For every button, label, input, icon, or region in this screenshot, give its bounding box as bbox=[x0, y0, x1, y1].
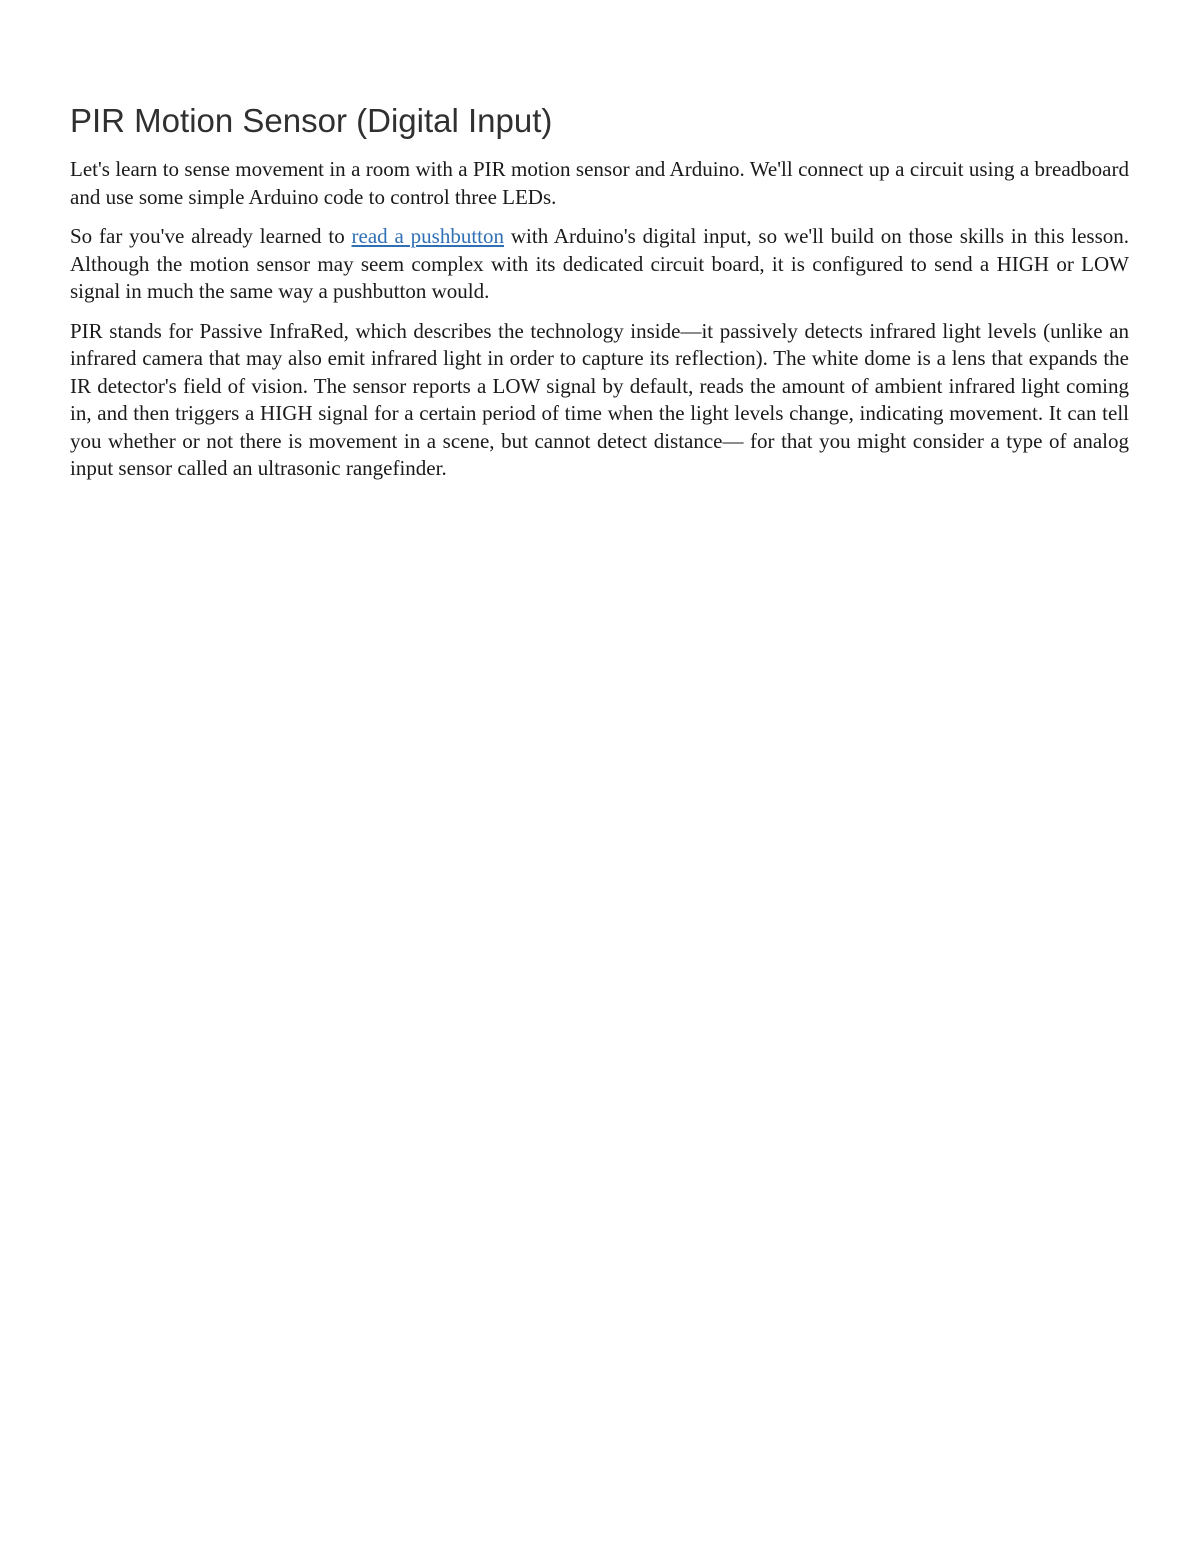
document-page bbox=[70, 100, 1129, 495]
pir-explanation-paragraph: PIR stands for Passive InfraRed, which describes the technology inside—it passively detects infrared light levels (unlike an infrared camera that may also emit infrared light in order to capture its reflection). The white dome is a lens that expands the IR detector's field of vision. The sensor reports a LOW signal by default, reads the amount of ambient infrared light coming in, and then triggers a HIGH signal for a certain period of time when the light levels change, indicating movement. It can tell you whether or not there is movement in a scene, but cannot detect distance— for that you might consider a type of analog input sensor called an ultrasonic rangefinder. bbox=[70, 318, 1129, 480]
intro-paragraph: Let's learn to sense movement in a room with a PIR motion sensor and Arduino. We'll connect up a circuit using a breadboard and use some simple Arduino code to control three LEDs. bbox=[70, 157, 1129, 209]
paragraph-text-before-link: So far you've already learned to bbox=[70, 224, 352, 248]
pushbutton-paragraph bbox=[70, 223, 1129, 306]
read-pushbutton-link[interactable]: read a pushbutton bbox=[351, 224, 505, 248]
page-title: PIR Motion Sensor (Digital Input) bbox=[70, 102, 553, 139]
paragraph-text-after-link: with Arduino's digital input, so we'll build on those skills in this lesson. Although the motion sensor may seem complex with its dedicated circuit board, it is configured to send a HIGH or LOW signal in much the same way a pushbutton would. bbox=[70, 224, 1130, 303]
